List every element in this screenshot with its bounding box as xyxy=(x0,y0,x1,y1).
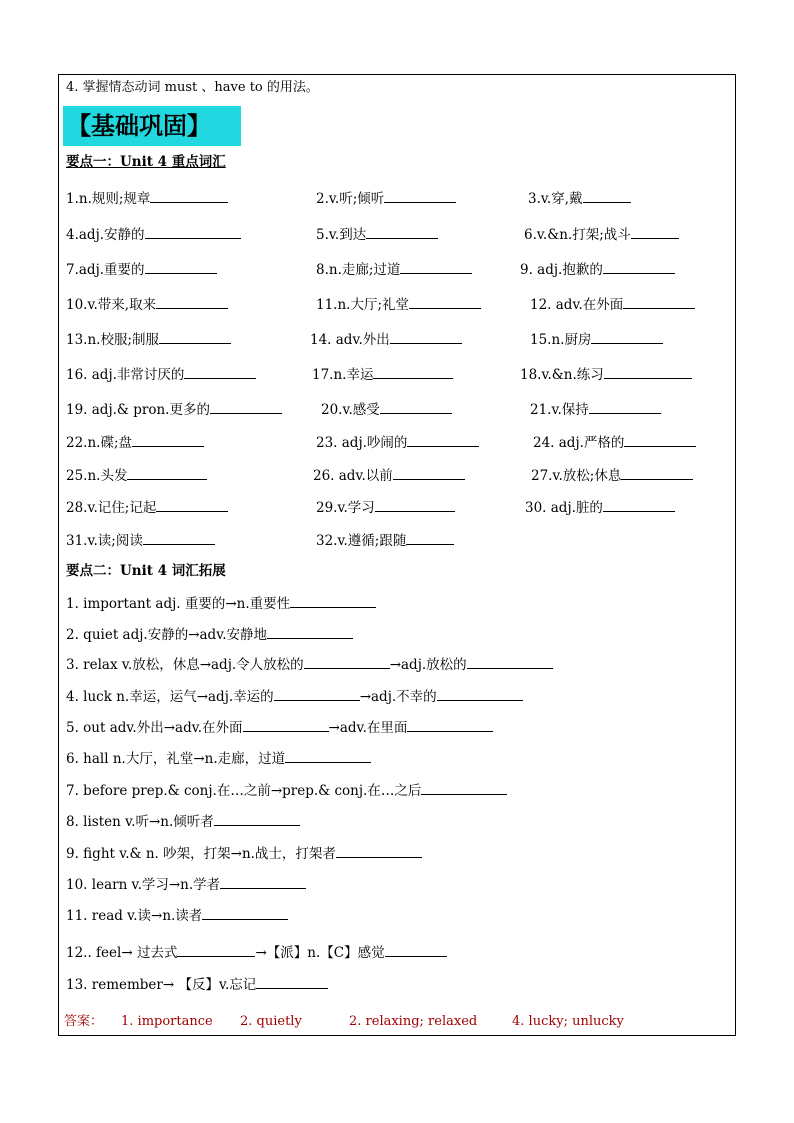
vocab-item-2: 2.v.听;倾听 xyxy=(316,190,456,207)
answer-blank[interactable] xyxy=(380,401,452,414)
answer-blank[interactable] xyxy=(127,467,207,480)
vocab-item-8: 8.n.走廊;过道 xyxy=(316,261,472,278)
vocab-item-15: 15.n.厨房 xyxy=(530,331,663,348)
vocab-item-25: 25.n.头发 xyxy=(66,467,207,484)
vocab-item-19: 19. adj.& pron.更多的 xyxy=(66,401,282,418)
vocab-item-24: 24. adj.严格的 xyxy=(533,434,696,451)
vocab-item-18: 18.v.&n.练习 xyxy=(520,366,692,383)
expansion-item-6: 6. hall n.大厅，礼堂→n.走廊，过道 xyxy=(66,750,371,767)
vocab-item-6: 6.v.&n.打架;战斗 xyxy=(524,226,679,243)
expansion-item-12: 12.. feel→ 过去式 →【派】n.【C】感觉 xyxy=(66,944,447,961)
vocab-item-13: 13.n.校服;制服 xyxy=(66,331,231,348)
answer-blank[interactable] xyxy=(290,595,376,608)
vocab-item-4: 4.adj.安静的 xyxy=(66,226,241,243)
vocab-item-12: 12. adv.在外面 xyxy=(530,296,695,313)
expansion-item-11: 11. read v.读→n.读者 xyxy=(66,907,288,924)
expansion-item-5: 5. out adv.外出→adv.在外面 →adv.在里面 xyxy=(66,719,493,736)
vocab-item-30: 30. adj.脏的 xyxy=(525,499,675,516)
answer-blank[interactable] xyxy=(210,401,282,414)
answer-blank[interactable] xyxy=(304,656,390,669)
answer-blank[interactable] xyxy=(407,434,479,447)
answer-blank[interactable] xyxy=(583,190,631,203)
vocab-item-31: 31.v.读;阅读 xyxy=(66,532,215,549)
expansion-item-7: 7. before prep.& conj.在…之前→prep.& conj.在…之后 xyxy=(66,782,507,799)
answer-blank[interactable] xyxy=(603,261,675,274)
vocab-item-26: 26. adv.以前 xyxy=(313,467,465,484)
answer-blank[interactable] xyxy=(623,296,695,309)
answer-blank[interactable] xyxy=(132,434,204,447)
answer-blank[interactable] xyxy=(589,401,661,414)
answer-blank[interactable] xyxy=(591,331,663,344)
vocab-item-14: 14. adv.外出 xyxy=(310,331,462,348)
answer-blank[interactable] xyxy=(243,719,329,732)
answer-blank[interactable] xyxy=(256,976,328,989)
answer-blank[interactable] xyxy=(373,366,453,379)
answer-4: 4. lucky; unlucky xyxy=(512,1014,624,1029)
answer-blank[interactable] xyxy=(145,226,241,239)
expansion-item-9: 9. fight v.& n. 吵架，打架→n.战士，打架者 xyxy=(66,845,422,862)
section1-heading: 要点一：Unit 4 重点词汇 xyxy=(66,154,226,170)
answer-blank[interactable] xyxy=(202,907,288,920)
vocab-item-20: 20.v.感受 xyxy=(321,401,452,418)
answer-blank[interactable] xyxy=(336,845,422,858)
answer-blank[interactable] xyxy=(407,719,493,732)
expansion-item-1: 1. important adj. 重要的→n.重要性 xyxy=(66,595,376,612)
answer-blank[interactable] xyxy=(421,782,507,795)
answer-blank[interactable] xyxy=(274,688,360,701)
answer-blank[interactable] xyxy=(220,876,306,889)
vocab-item-27: 27.v.放松;休息 xyxy=(531,467,693,484)
expansion-item-4: 4. luck n.幸运，运气→adj.幸运的 →adj.不幸的 xyxy=(66,688,523,705)
answer-blank[interactable] xyxy=(393,467,465,480)
answer-blank[interactable] xyxy=(143,532,215,545)
answer-blank[interactable] xyxy=(400,261,472,274)
vocab-item-10: 10.v.带来,取来 xyxy=(66,296,228,313)
answer-3: 2. relaxing; relaxed xyxy=(349,1014,478,1029)
answer-blank[interactable] xyxy=(366,226,438,239)
vocab-item-28: 28.v.记住;记起 xyxy=(66,499,228,516)
answers-label: 答案： xyxy=(64,1014,104,1029)
answer-blank[interactable] xyxy=(621,467,693,480)
answer-blank[interactable] xyxy=(390,331,462,344)
answer-blank[interactable] xyxy=(437,688,523,701)
answer-blank[interactable] xyxy=(145,261,217,274)
expansion-item-3: 3. relax v.放松，休息→adj.令人放松的 →adj.放松的 xyxy=(66,656,553,673)
vocab-item-16: 16. adj.非常讨厌的 xyxy=(66,366,256,383)
answer-blank[interactable] xyxy=(385,944,447,957)
answer-blank[interactable] xyxy=(156,499,228,512)
vocab-item-29: 29.v.学习 xyxy=(316,499,455,516)
vocab-item-11: 11.n.大厅;礼堂 xyxy=(316,296,481,313)
answer-2: 2. quietly xyxy=(240,1014,302,1029)
section-title: 【基础巩固】 xyxy=(63,106,241,146)
vocab-item-1: 1.n.规则;规章 xyxy=(66,190,228,207)
answer-blank[interactable] xyxy=(177,944,255,957)
answer-blank[interactable] xyxy=(624,434,696,447)
answer-blank[interactable] xyxy=(603,499,675,512)
answer-blank[interactable] xyxy=(375,499,455,512)
vocab-item-23: 23. adj.吵闹的 xyxy=(316,434,479,451)
answer-blank[interactable] xyxy=(409,296,481,309)
answer-blank[interactable] xyxy=(214,813,300,826)
vocab-item-22: 22.n.碟;盘 xyxy=(66,434,204,451)
intro-line: 4. 掌握情态动词 must 、have to 的用法。 xyxy=(66,80,319,95)
answer-blank[interactable] xyxy=(285,750,371,763)
vocab-item-7: 7.adj.重要的 xyxy=(66,261,217,278)
vocab-item-32: 32.v.遵循;跟随 xyxy=(316,532,454,549)
answer-1: 1. importance xyxy=(121,1014,213,1029)
vocab-item-21: 21.v.保持 xyxy=(530,401,661,418)
answer-blank[interactable] xyxy=(156,296,228,309)
section2-heading: 要点二：Unit 4 词汇拓展 xyxy=(66,563,226,579)
vocab-item-9: 9. adj.抱歉的 xyxy=(520,261,675,278)
answer-blank[interactable] xyxy=(150,190,228,203)
vocab-item-3: 3.v.穿,戴 xyxy=(528,190,631,207)
expansion-item-2: 2. quiet adj.安静的→adv.安静地 xyxy=(66,626,353,643)
answer-blank[interactable] xyxy=(159,331,231,344)
answer-blank[interactable] xyxy=(384,190,456,203)
expansion-item-8: 8. listen v.听→n.倾听者 xyxy=(66,813,300,830)
answer-blank[interactable] xyxy=(604,366,692,379)
expansion-item-10: 10. learn v.学习→n.学者 xyxy=(66,876,306,893)
answer-blank[interactable] xyxy=(631,226,679,239)
answer-blank[interactable] xyxy=(184,366,256,379)
vocab-item-17: 17.n.幸运 xyxy=(312,366,453,383)
answer-blank[interactable] xyxy=(467,656,553,669)
vocab-item-5: 5.v.到达 xyxy=(316,226,438,243)
answer-blank[interactable] xyxy=(267,626,353,639)
answer-blank[interactable] xyxy=(406,532,454,545)
expansion-item-13: 13. remember→ 【反】v.忘记 xyxy=(66,976,328,993)
